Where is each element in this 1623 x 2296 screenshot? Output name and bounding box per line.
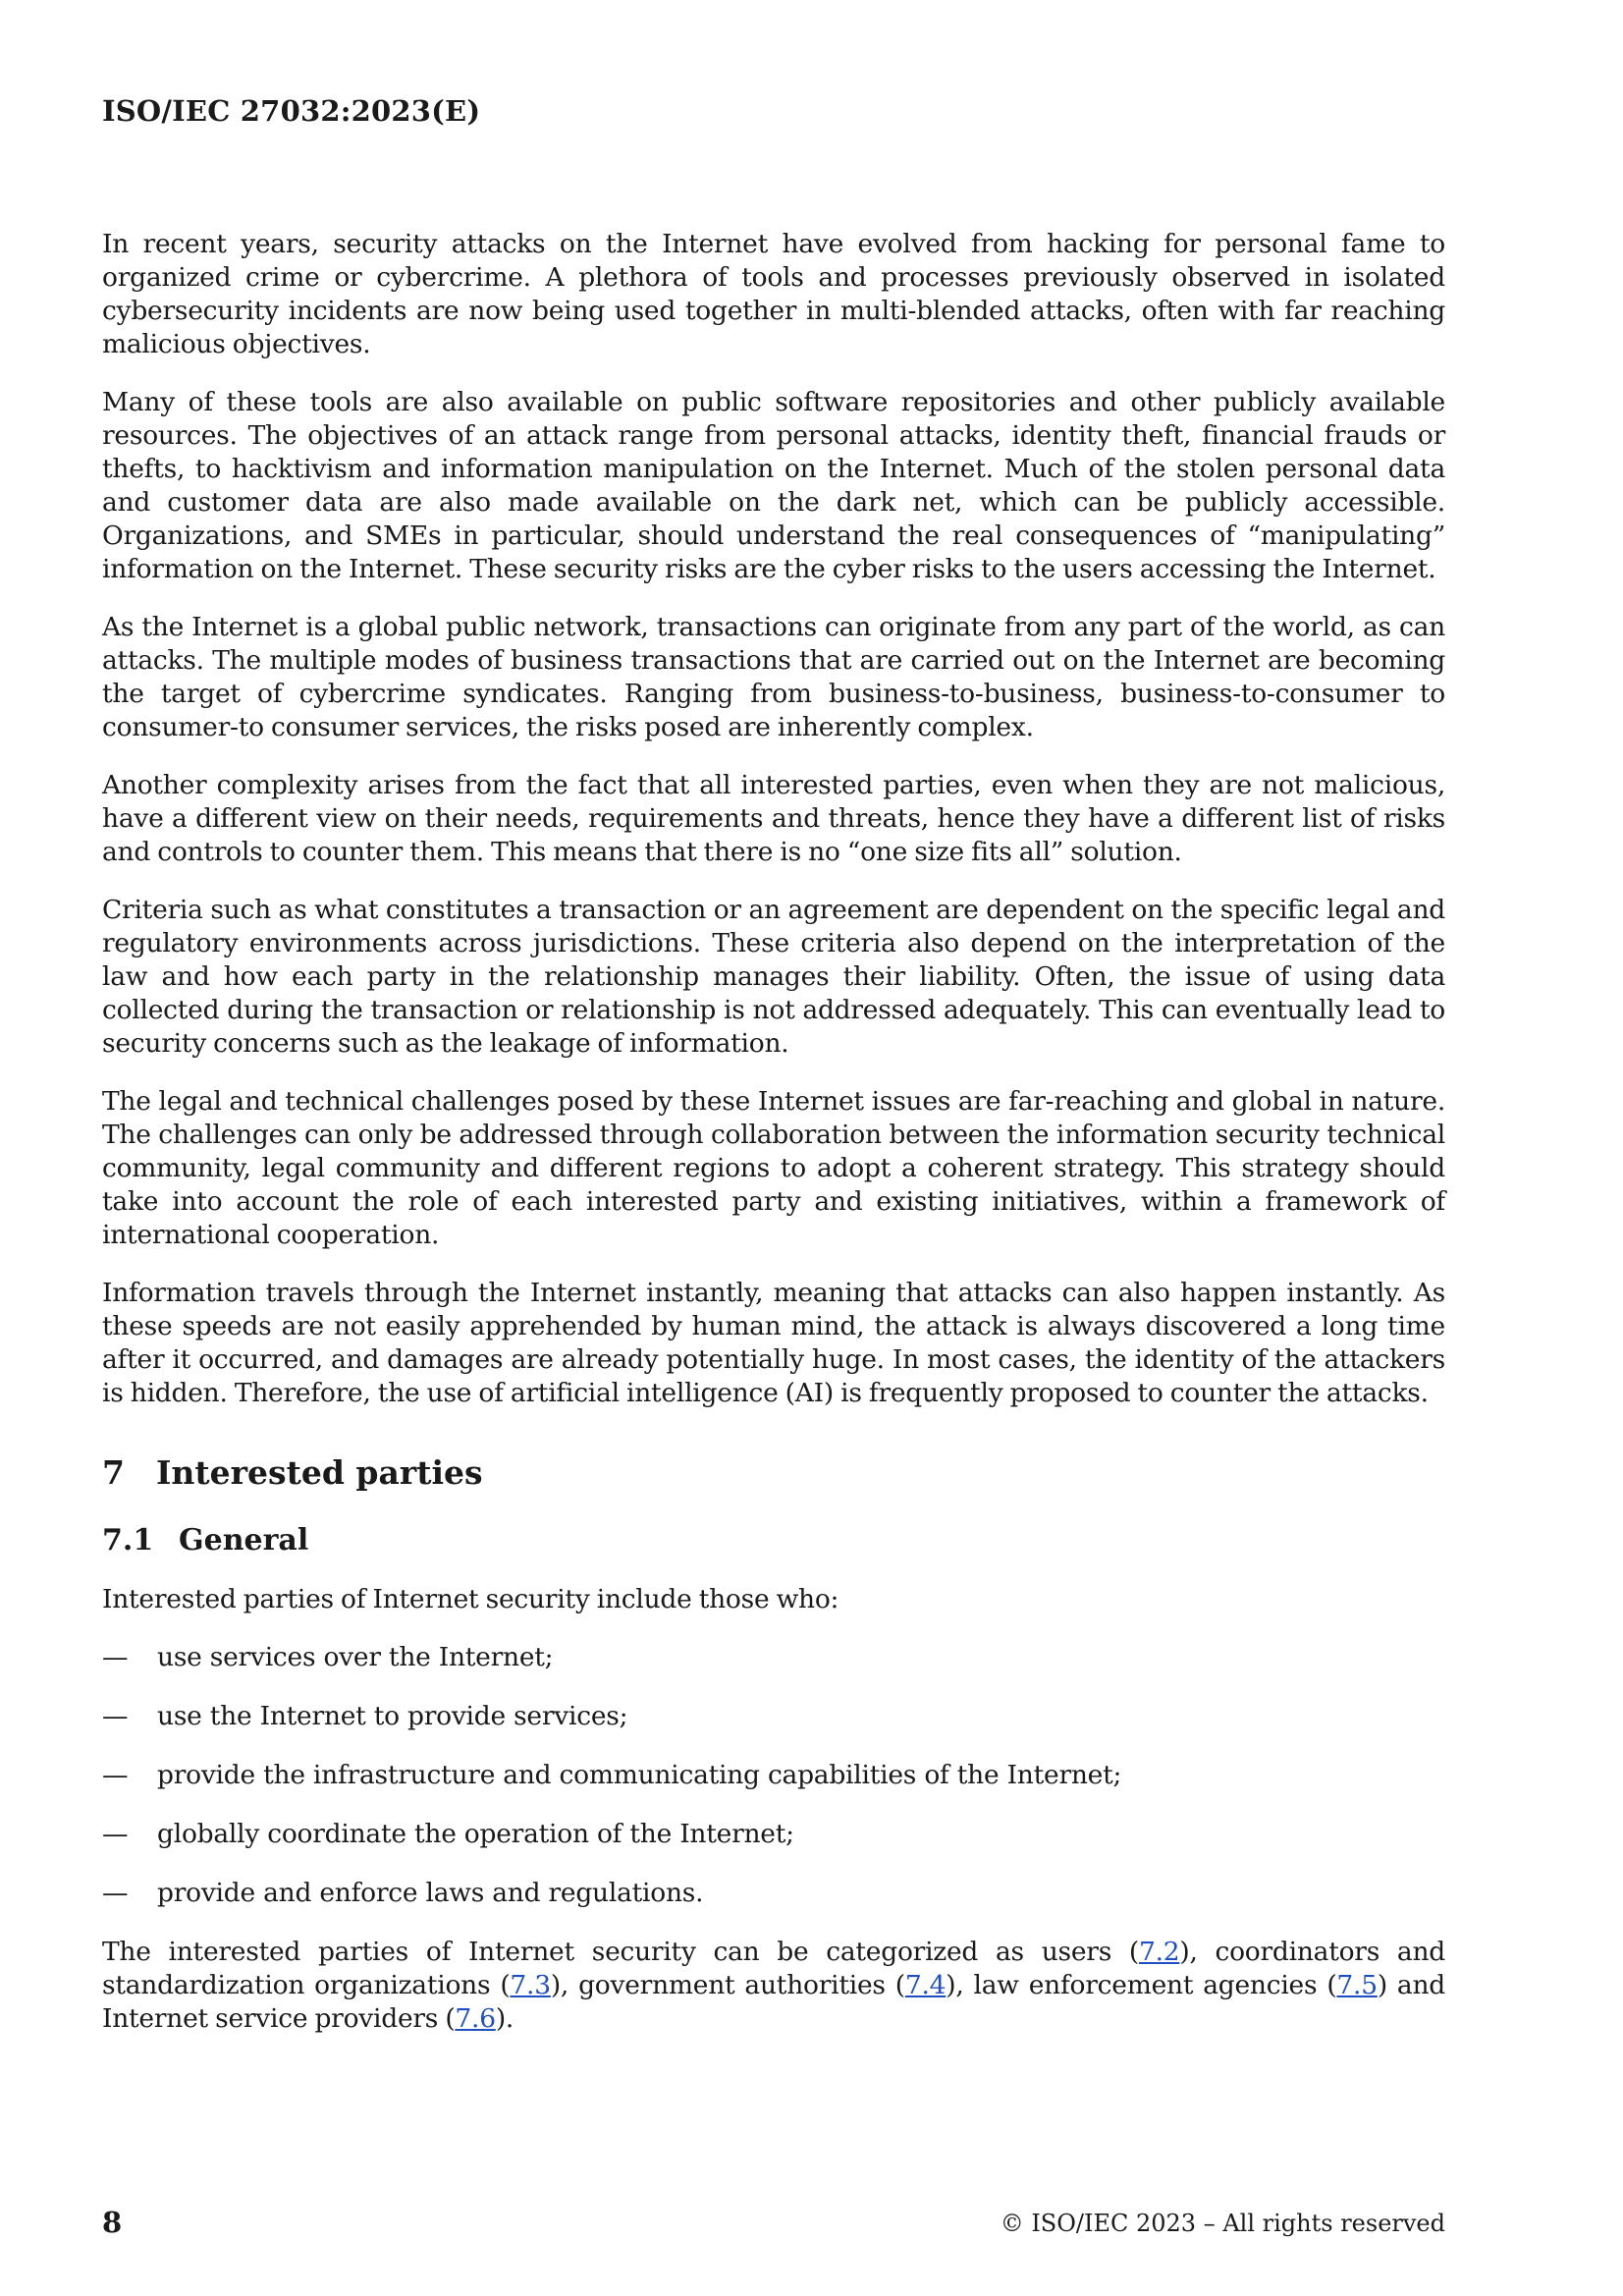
closing-paragraph	[102, 1936, 1445, 2036]
list-item	[102, 1877, 1445, 1910]
paragraph: Another complexity arises from the fact that all interested parties, even when they are not malicious, have a different view on their needs, requirements and threats, hence they have a different list of risks and controls to counter them. This means that there is no “one size fits all” solution.	[102, 770, 1445, 867]
paragraph: In recent years, security attacks on the Internet have evolved from hacking for personal fame to organized crime or cybercrime. A plethora of tools and processes previously observed in isolated cybersecurity incidents are now being used together in multi-blended attacks, often with far reaching malicious objectives.	[102, 229, 1445, 359]
list-item-text: globally coordinate the operation of the Internet;	[157, 1819, 794, 1849]
closing-text: ), law enforcement agencies (	[946, 1970, 1337, 2000]
list-item	[102, 1759, 1445, 1792]
dash-marker: —	[102, 1878, 129, 1908]
paragraph: The legal and technical challenges posed by these Internet issues are far-reaching and global in nature. The challenges can only be addressed through collaboration between the information security technical community, legal community and different regions to adopt a coherent strategy. This strategy should take into account the role of each interested party and existing initiatives, within a framework of international cooperation.	[102, 1086, 1445, 1250]
list-item-text: provide and enforce laws and regulations.	[157, 1878, 704, 1908]
list-item-text: use the Internet to provide services;	[157, 1701, 628, 1731]
dash-marker: —	[102, 1819, 129, 1849]
clause-number: 7	[102, 1453, 125, 1492]
interested-parties-list	[102, 1641, 1445, 1910]
document-body	[102, 228, 1445, 2060]
closing-text: The interested parties of Internet security can be categorized as users (	[102, 1937, 1139, 1967]
xref-link-7-2[interactable]: 7.2	[1138, 1937, 1180, 1967]
paragraph: Information travels through the Internet instantly, meaning that attacks can also happen instantly. As these speeds are not easily apprehended by human mind, the attack is always discovered a long time after it occurred, and damages are already potentially huge. In most cases, the identity of the attackers is hidden. Therefore, the use of artificial intelligence (AI) is frequently proposed to counter the attacks.	[102, 1278, 1445, 1408]
subclause-title: General	[179, 1523, 309, 1558]
closing-text: ), government authorities (	[550, 1970, 905, 2000]
xref-link-7-5[interactable]: 7.5	[1336, 1970, 1378, 2000]
dash-marker: —	[102, 1642, 129, 1672]
document-header: ISO/IEC 27032:2023(E)	[102, 94, 481, 128]
clause-heading	[102, 1453, 1445, 1493]
subclause-number: 7.1	[102, 1523, 154, 1558]
xref-link-7-6[interactable]: 7.6	[455, 2003, 496, 2034]
list-item	[102, 1818, 1445, 1851]
closing-text: ).	[495, 2003, 514, 2034]
list-item	[102, 1700, 1445, 1733]
paragraph: As the Internet is a global public network, transactions can originate from any part of the world, as can attacks. The multiple modes of business transactions that are carried out on the Internet are becoming the target of cybercrime syndicates. Ranging from business-to-business, business-to-consumer to consumer-to consumer services, the risks posed are inherently complex.	[102, 612, 1445, 742]
subclause-heading	[102, 1522, 1445, 1559]
page-number: 8	[102, 2206, 123, 2239]
dash-marker: —	[102, 1701, 129, 1731]
list-item-text: use services over the Internet;	[157, 1642, 554, 1672]
clause-title: Interested parties	[156, 1453, 483, 1492]
paragraph: Many of these tools are also available on public software repositories and other publicly available resources. The objectives of an attack range from personal attacks, identity theft, financial frauds or thefts, to hacktivism and information manipulation on the Internet. Much of the stolen personal data and customer data are also made available on the dark net, which can be publicly accessible. Organizations, and SMEs in particular, should understand the real consequences of “manipulating” information on the Internet. These security risks are the cyber risks to the users accessing the Internet.	[102, 387, 1445, 584]
xref-link-7-3[interactable]: 7.3	[510, 1970, 551, 2000]
copyright-notice: © ISO/IEC 2023 – All rights reserved	[1000, 2210, 1445, 2237]
list-item-text: provide the infrastructure and communicating capabilities of the Internet;	[157, 1760, 1122, 1790]
list-item	[102, 1641, 1445, 1674]
closing-text: ) and Internet service providers (	[102, 1970, 1445, 2034]
paragraph: Criteria such as what constitutes a transaction or an agreement are dependent on the specific legal and regulatory environments across jurisdictions. These criteria also depend on the interpretation of the law and how each party in the relationship manages their liability. Often, the issue of using data collected during the transaction or relationship is not addressed adequately. This can eventually lead to security concerns such as the leakage of information.	[102, 895, 1445, 1059]
xref-link-7-4[interactable]: 7.4	[904, 1970, 947, 2000]
closing-text: ), coordinators and standardization organizations (	[102, 1937, 1445, 2000]
dash-marker: —	[102, 1760, 129, 1790]
list-intro: Interested parties of Internet security include those who:	[102, 1584, 839, 1614]
